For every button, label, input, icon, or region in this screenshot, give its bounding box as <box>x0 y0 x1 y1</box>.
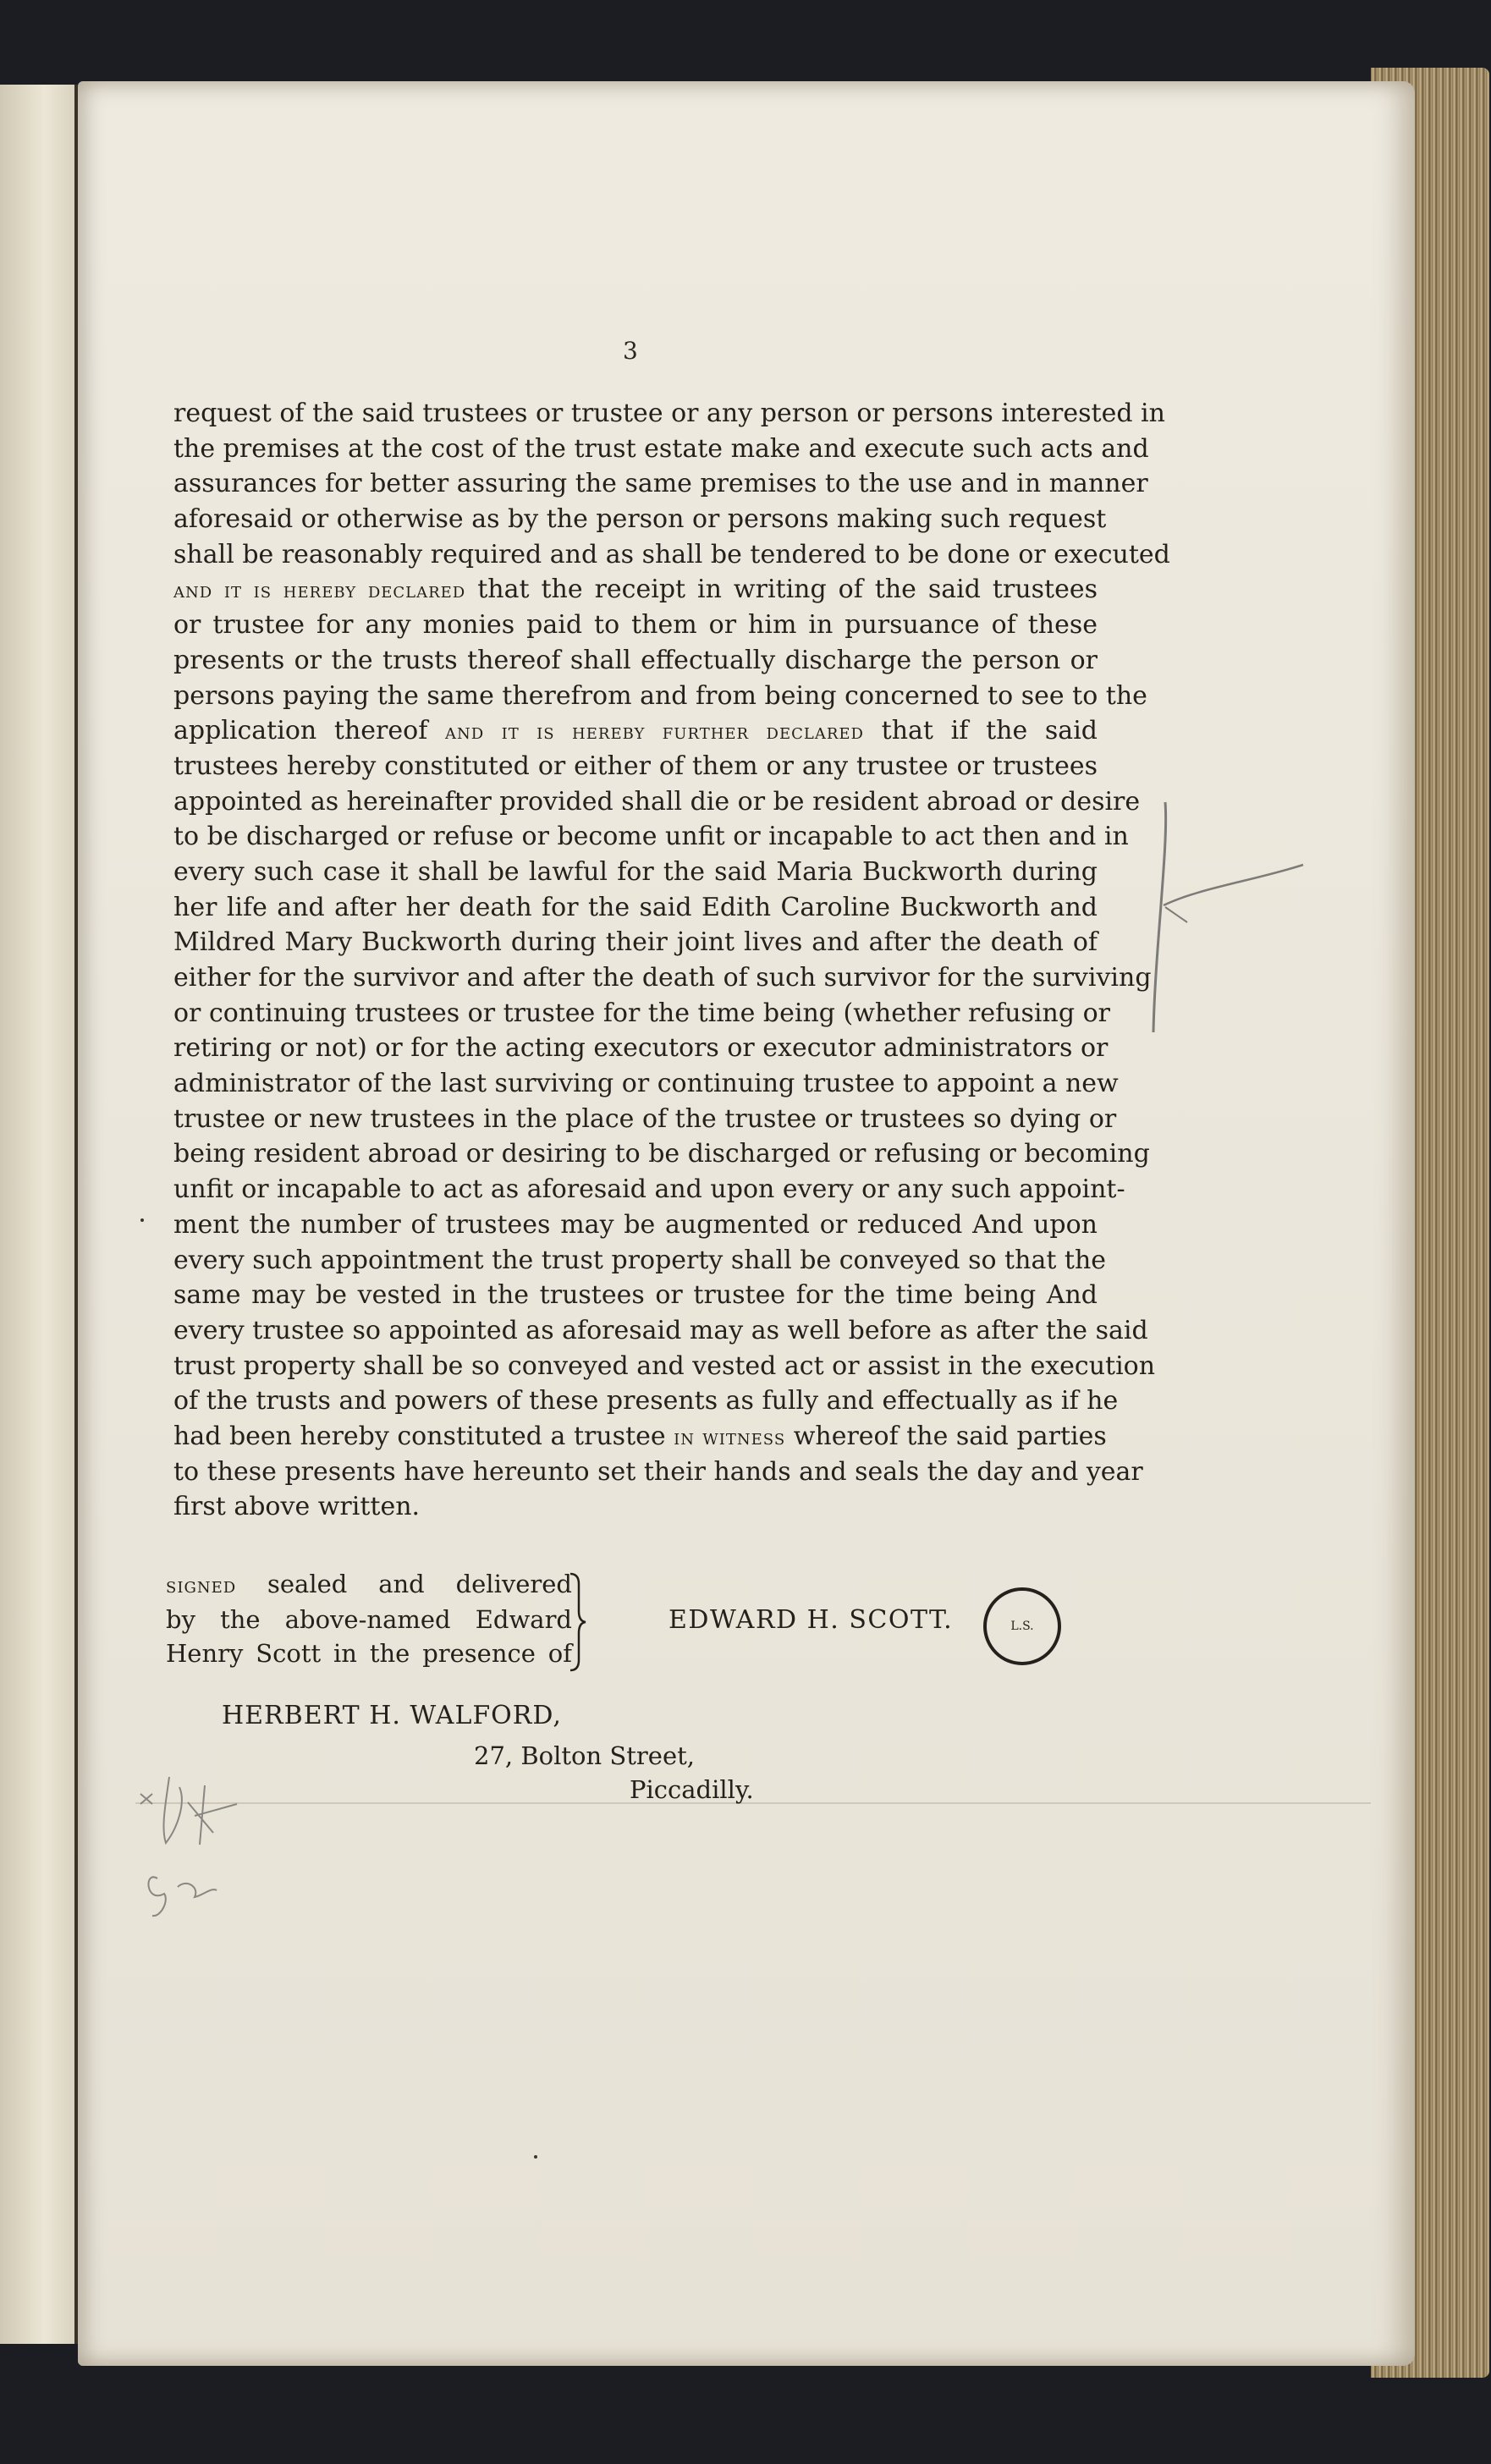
text-segment: whereof the said parties <box>785 1421 1107 1451</box>
text-line <box>166 1636 572 1670</box>
text-line <box>173 1419 1107 1455</box>
text-segment: shall be reasonably required and as shall be tendered to be done or executed <box>173 539 1170 569</box>
text-line <box>173 396 1165 432</box>
text-line <box>173 1313 1148 1349</box>
text-segment: sealed and delivered <box>236 1570 572 1598</box>
curly-brace-icon <box>569 1572 587 1672</box>
text-segment: being resident abroad or desiring to be discharged or refusing or becoming <box>173 1139 1150 1169</box>
text-line <box>173 925 1098 960</box>
text-line <box>166 1603 572 1636</box>
text-line <box>173 572 1098 608</box>
text-line <box>173 608 1098 643</box>
text-segment: the premises at the cost of the trust estate make and execute such acts and <box>173 433 1149 464</box>
text-line <box>173 784 1141 820</box>
signing-clause <box>166 1567 572 1670</box>
text-line <box>173 996 1110 1031</box>
text-segment: to be discharged or refuse or become unfit or incapable to act then and in <box>173 822 1129 852</box>
text-line <box>173 1136 1150 1172</box>
text-segment: first above written. <box>173 1492 421 1522</box>
text-segment: that if the said <box>863 716 1098 746</box>
seal-circle <box>983 1587 1061 1665</box>
text-segment: appointed as hereinafter provided shall die or be resident abroad or desire <box>173 786 1141 817</box>
text-segment: request of the said trustees or trustee or any person or persons interested in <box>173 399 1165 428</box>
left-facing-page <box>0 85 78 2344</box>
text-line <box>173 643 1098 679</box>
text-line <box>173 1349 1156 1384</box>
page-speck <box>140 1218 144 1222</box>
text-segment: or trustee for any monies paid to them or him in pursuance of these <box>173 610 1098 641</box>
text-segment: Henry Scott in the presence of <box>166 1639 572 1668</box>
text-line <box>166 1567 572 1603</box>
small-caps-phrase: and it is hereby further declared <box>445 719 864 745</box>
text-line <box>173 1102 1117 1137</box>
text-line <box>173 819 1129 855</box>
text-line <box>173 1455 1143 1490</box>
text-line <box>173 1489 1098 1525</box>
text-line <box>173 466 1148 502</box>
text-segment: application thereof <box>173 716 446 746</box>
text-segment: every such appointment the trust property shall be conveyed so that the <box>173 1245 1107 1275</box>
signatory-name: EDWARD H. SCOTT. <box>668 1605 954 1635</box>
small-caps-phrase: in witness <box>674 1424 786 1450</box>
text-segment: persons paying the same therefrom and from being concerned to see to the <box>173 680 1147 711</box>
text-line <box>173 749 1098 784</box>
text-segment: presents or the trusts thereof shall effectually discharge the person or <box>173 645 1098 675</box>
text-segment: ment the number of trustees may be augmented or reduced And upon <box>173 1209 1098 1240</box>
text-segment: to these presents have hereunto set their hands and seals the day and year <box>173 1456 1143 1487</box>
text-segment: trustee or new trustees in the place of the trustee or trustees so dying or <box>173 1103 1117 1134</box>
text-segment: every such case it shall be lawful for the said Maria Buckworth during <box>173 856 1098 887</box>
text-segment: retiring or not) or for the acting executors or executor administrators or <box>173 1033 1109 1064</box>
small-caps-phrase: and it is hereby declared <box>173 578 466 604</box>
text-line <box>173 960 1152 996</box>
text-segment: assurances for better assuring the same premises to the use and in manner <box>173 469 1148 499</box>
text-segment: trustees hereby constituted or either of them or any trustee or trustees <box>173 751 1098 781</box>
text-segment: by the above-named Edward <box>166 1605 572 1634</box>
text-segment: of the trusts and powers of these presents as fully and effectually as if he <box>173 1386 1119 1416</box>
witness-area: Piccadilly. <box>630 1775 754 1804</box>
text-segment: same may be vested in the trustees or trustee for the time being And <box>173 1280 1098 1311</box>
text-line <box>173 502 1107 537</box>
text-line <box>173 1383 1119 1419</box>
text-segment: administrator of the last surviving or continuing trustee to appoint a new <box>173 1069 1119 1099</box>
witness-name: HERBERT H. WALFORD, <box>222 1701 562 1730</box>
text-line <box>173 1243 1107 1279</box>
page-number: 3 <box>623 337 638 365</box>
text-line <box>173 713 1098 749</box>
text-segment: had been hereby constituted a trustee <box>173 1421 674 1451</box>
pencil-margin-mark <box>1147 795 1316 1041</box>
text-line <box>173 537 1170 573</box>
text-segment: or continuing trustees or trustee for the time being (whether refusing or <box>173 998 1110 1028</box>
seal-label: L.S. <box>1010 1620 1034 1633</box>
text-segment: trust property shall be so conveyed and vested act or assist in the execution <box>173 1350 1156 1381</box>
text-line <box>173 1031 1109 1066</box>
text-segment: either for the survivor and after the death of such survivor for the surviving <box>173 963 1152 993</box>
text-segment: every trustee so appointed as aforesaid may as well before as after the said <box>173 1315 1148 1345</box>
text-line <box>173 1207 1098 1243</box>
witness-street: 27, Bolton Street, <box>474 1741 695 1770</box>
text-line <box>173 890 1098 926</box>
small-caps-phrase: signed <box>166 1573 237 1598</box>
text-segment: unfit or incapable to act as aforesaid and upon every or any such appoint- <box>173 1174 1125 1205</box>
text-line <box>173 679 1147 714</box>
text-segment: that the receipt in writing of the said trustees <box>465 575 1098 605</box>
text-line <box>173 1172 1125 1207</box>
text-line <box>173 1066 1119 1102</box>
deed-body-text <box>173 396 1170 1525</box>
text-segment: aforesaid or otherwise as by the person or persons making such request <box>173 504 1107 535</box>
page-speck <box>534 2155 537 2159</box>
text-segment: her life and after her death for the said Edith Caroline Buckworth and <box>173 892 1098 922</box>
text-segment: Mildred Mary Buckworth during their joint lives and after the death of <box>173 927 1098 958</box>
text-line <box>173 855 1098 890</box>
pencil-annotation-mark <box>135 1752 279 1921</box>
text-line <box>173 1278 1098 1313</box>
text-line <box>173 432 1149 467</box>
